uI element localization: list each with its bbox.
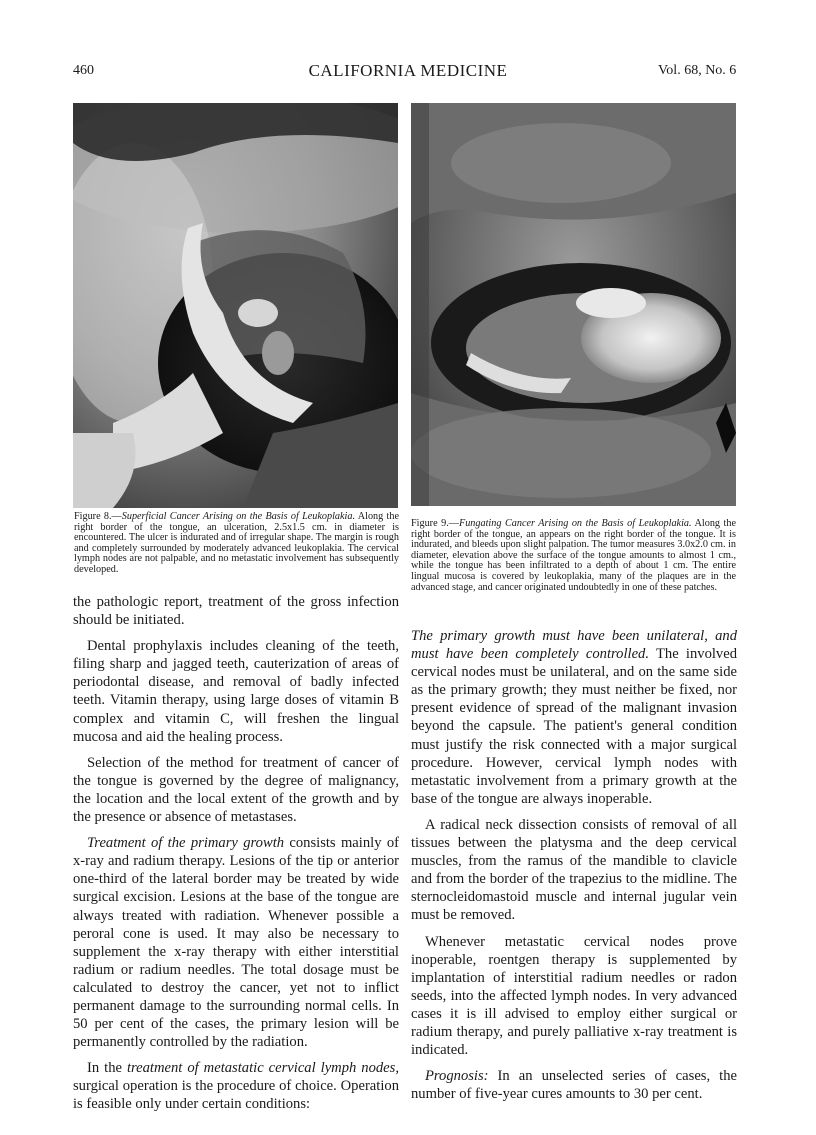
journal-title: CALIFORNIA MEDICINE <box>308 61 508 80</box>
figure-8-title: Superficial Cancer Arising on the Basis of Leukoplakia. <box>121 511 356 522</box>
paragraph <box>411 1067 737 1103</box>
subheading: treatment of metastatic cervical lymph nodes, <box>126 1060 399 1077</box>
paragraph: A radical neck dissection consists of removal of all tissues between the platysma and the deep cervical muscles, from the ramus of the mandible to clavicle and from the border of the trapezius to the midline. The sternocleidomastoid muscle and internal jugular vein must be removed. <box>411 816 737 924</box>
figure-8-caption <box>74 512 399 576</box>
left-column <box>73 593 399 1122</box>
paragraph: the pathologic report, treatment of the gross infection should be initiated. <box>73 594 399 629</box>
figure-9-label: Figure 9.— <box>411 518 459 529</box>
figure-9-photo <box>411 103 736 506</box>
figure-9-text: Along the right border of the tongue, an appears on the right border of the tongue. It is indurated, and bleeds upon slight palpation. The tumor measures 3.0x2.0 cm. in diameter, elevation above the surface of the tongue amounts to almost 1 cm., while the tongue has been infiltrated to a depth of about 1 cm. The entire lingual mucosa is covered by leukoplakia, many of the plaques are in the advanced stage, and cancer originated undoubtedly in one of these patches. <box>411 518 736 593</box>
figure-8-label: Figure 8.— <box>74 511 122 522</box>
right-column <box>411 627 737 1111</box>
subheading: Prognosis: <box>425 1068 489 1085</box>
paragraph <box>411 627 737 808</box>
paragraph-text: consists mainly of x-ray and radium therapy. Lesions of the tip or anterior one-third of the lateral border may be treated by wide surgical excision. Lesions at the base of the tongue are always treated with radiation. Whenever possible a peroral cone is used. It may also be necessary to supplement the x-ray therapy with either interstitial radium or radium needles. The total dosage must be calculated to destroy the cancer, yet not to inflict permanent damage to the surrounding normal cells. In 50 per cent of the cases, the primary lesion will be permanently controlled by the radiation. <box>73 835 399 1051</box>
page-number: 460 <box>73 63 94 78</box>
paragraph <box>73 1059 399 1113</box>
figure-8-photo <box>73 103 398 508</box>
figure-9-caption <box>411 519 736 593</box>
paragraph <box>73 834 399 1051</box>
emphasis: The primary growth must have been unilateral, and must have been completely controlled. <box>411 628 737 663</box>
figure-8-text: Along the right border of the tongue, an ulceration, 2.5x1.5 cm. in diameter is encountered. The ulcer is indurated and of irregular shape. The margin is rough and completely surrounded by moderately advanced leukoplakia. The cervical lymph nodes are not palpable, and no metastatic involvement has subsequently developed. <box>74 511 399 575</box>
paragraph: Dental prophylaxis includes cleaning of the teeth, filing sharp and jagged teeth, cauterization of areas of periodontal disease, and removal of badly infected teeth. Vitamin therapy, using large doses of vitamin B complex and vitamin C, will freshen the lingual mucosa and aid the healing process. <box>73 638 399 745</box>
paragraph: Selection of the method for treatment of cancer of the tongue is governed by the degree of malignancy, the location and the local extent of the growth and by the presence or absence of metastases. <box>73 754 399 826</box>
subheading: Treatment of the primary growth <box>87 835 285 852</box>
issue-number: Vol. 68, No. 6 <box>658 63 737 78</box>
paragraph-text: The involved cervical nodes must be unilateral, and on the same side as the primary growth; they must neither be fixed, nor present evidence of spread of the malignant invasion beyond the capsule. The patient's general condition must justify the risk connected with a major surgical procedure. However, cervical lymph nodes with metastatic involvement from a primary growth at the base of the tongue are always inoperable. <box>411 646 738 807</box>
paragraph-text: In the <box>87 1060 127 1077</box>
paragraph-text: In an unselected series of cases, the number of five-year cures amounts to 30 per cent. <box>411 1068 737 1103</box>
paragraph: Whenever metastatic cervical nodes prove inoperable, roentgen therapy is supplemented by implantation of interstitial radium needles or radon seeds, into the affected lymph nodes. In very advanced cases it is ill advised to employ either surgical or radium therapy, and purely palliative x-ray treatment is indicated. <box>411 933 737 1059</box>
figure-9-title: Fungating Cancer Arising on the Basis of Leukoplakia. <box>458 518 692 529</box>
running-header <box>0 63 816 85</box>
paragraph-text: surgical operation is the procedure of choice. Operation is feasible only under certain conditions: <box>73 1078 399 1113</box>
